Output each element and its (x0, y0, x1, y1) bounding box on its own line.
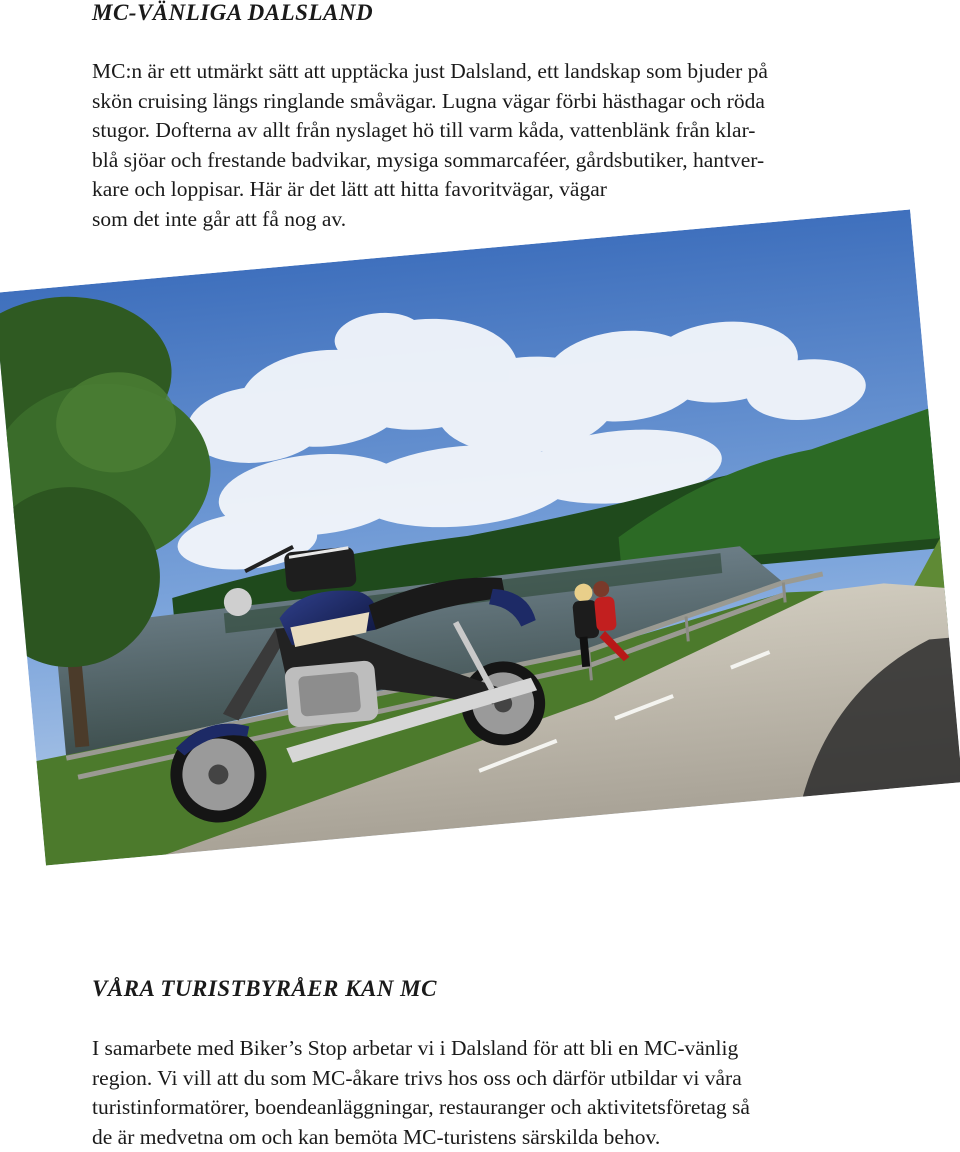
intro-line: stugor. Dofterna av allt från nyslaget hö till varm kåda, vattenblänk från klar- (92, 116, 882, 146)
intro-line: som det inte går att få nog av. (92, 205, 882, 235)
section-heading-mc-friendly: MC-VÄNLIGA DALSLAND (92, 0, 373, 26)
intro-paragraph (92, 57, 882, 234)
tourist-office-paragraph (92, 1034, 872, 1152)
intro-line: kare och loppisar. Här är det lätt att hitta favoritvägar, vägar (92, 175, 882, 205)
paragraph-line: de är medvetna om och kan bemöta MC-turistens särskilda behov. (92, 1123, 872, 1152)
photo-illustration (0, 209, 960, 865)
paragraph-line: I samarbete med Biker’s Stop arbetar vi i Dalsland för att bli en MC-vänlig (92, 1034, 872, 1064)
intro-line: blå sjöar och frestande badvikar, mysiga sommarcaféer, gårdsbutiker, hantver- (92, 146, 882, 176)
paragraph-line: turistinformatörer, boendeanläggningar, restauranger och aktivitetsföretag så (92, 1093, 872, 1123)
motorcycle-lake-photo (0, 209, 960, 865)
intro-line: skön cruising längs ringlande småvägar. Lugna vägar förbi hästhagar och röda (92, 87, 882, 117)
paragraph-line: region. Vi vill att du som MC-åkare trivs hos oss och därför utbildar vi våra (92, 1064, 872, 1094)
intro-line: MC:n är ett utmärkt sätt att upptäcka just Dalsland, ett landskap som bjuder på (92, 57, 882, 87)
section-heading-tourist-offices: VÅRA TURISTBYRÅER KAN MC (92, 976, 437, 1002)
